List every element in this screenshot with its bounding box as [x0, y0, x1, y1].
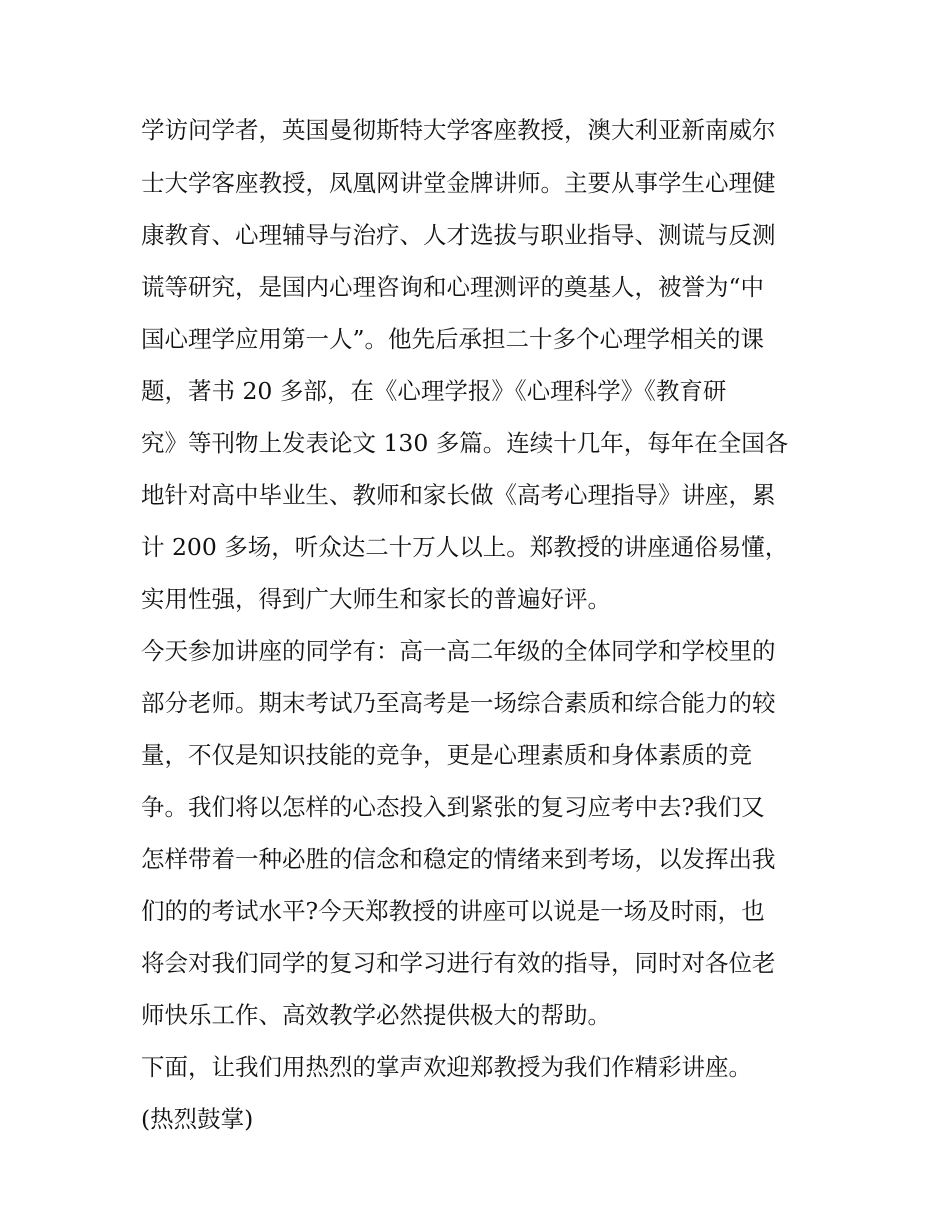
text-line: 计 200 多场，听众达二十万人以上。郑教授的讲座通俗易懂， [141, 533, 789, 561]
text-line: 地针对高中毕业生、教师和家长做《高考心理指导》讲座，累 [141, 481, 776, 509]
text-line: 下面，让我们用热烈的掌声欢迎郑教授为我们作精彩讲座。 [141, 1053, 752, 1081]
text-line: 师快乐工作、高效教学必然提供极大的帮助。 [141, 1001, 611, 1029]
text-line: 怎样带着一种必胜的信念和稳定的情绪来到考场，以发挥出我 [141, 845, 776, 873]
text-line: (热烈鼓掌) [141, 1105, 254, 1133]
text-line: 今天参加讲座的同学有：高一高二年级的全体同学和学校里的 [141, 637, 776, 665]
text-line: 实用性强，得到广大师生和家长的普遍好评。 [141, 585, 611, 613]
text-line: 学访问学者，英国曼彻斯特大学客座教授，澳大利亚新南威尔 [141, 116, 776, 144]
text-line: 士大学客座教授，凤凰网讲堂金牌讲师。主要从事学生心理健 [141, 169, 776, 197]
text-line: 题，著书 20 多部，在《心理学报》《心理科学》《教育研 [141, 377, 727, 405]
text-line: 究》等刊物上发表论文 130 多篇。连续十几年，每年在全国各 [141, 429, 789, 457]
text-line: 部分老师。期末考试乃至高考是一场综合素质和综合能力的较 [141, 689, 776, 717]
text-line: 康教育、心理辅导与治疗、人才选拔与职业指导、测谎与反测 [141, 221, 776, 249]
text-line: 们的的考试水平?今天郑教授的讲座可以说是一场及时雨，也 [141, 897, 765, 925]
text-line: 谎等研究，是国内心理咨询和心理测评的奠基人，被誉为“中 [141, 273, 765, 301]
text-line: 国心理学应用第一人”。他先后承担二十多个心理学相关的课 [141, 325, 765, 353]
text-line: 将会对我们同学的复习和学习进行有效的指导，同时对各位老 [141, 949, 776, 977]
text-line: 争。我们将以怎样的心态投入到紧张的复习应考中去?我们又 [141, 793, 765, 821]
text-line: 量，不仅是知识技能的竞争，更是心理素质和身体素质的竞 [141, 741, 752, 769]
